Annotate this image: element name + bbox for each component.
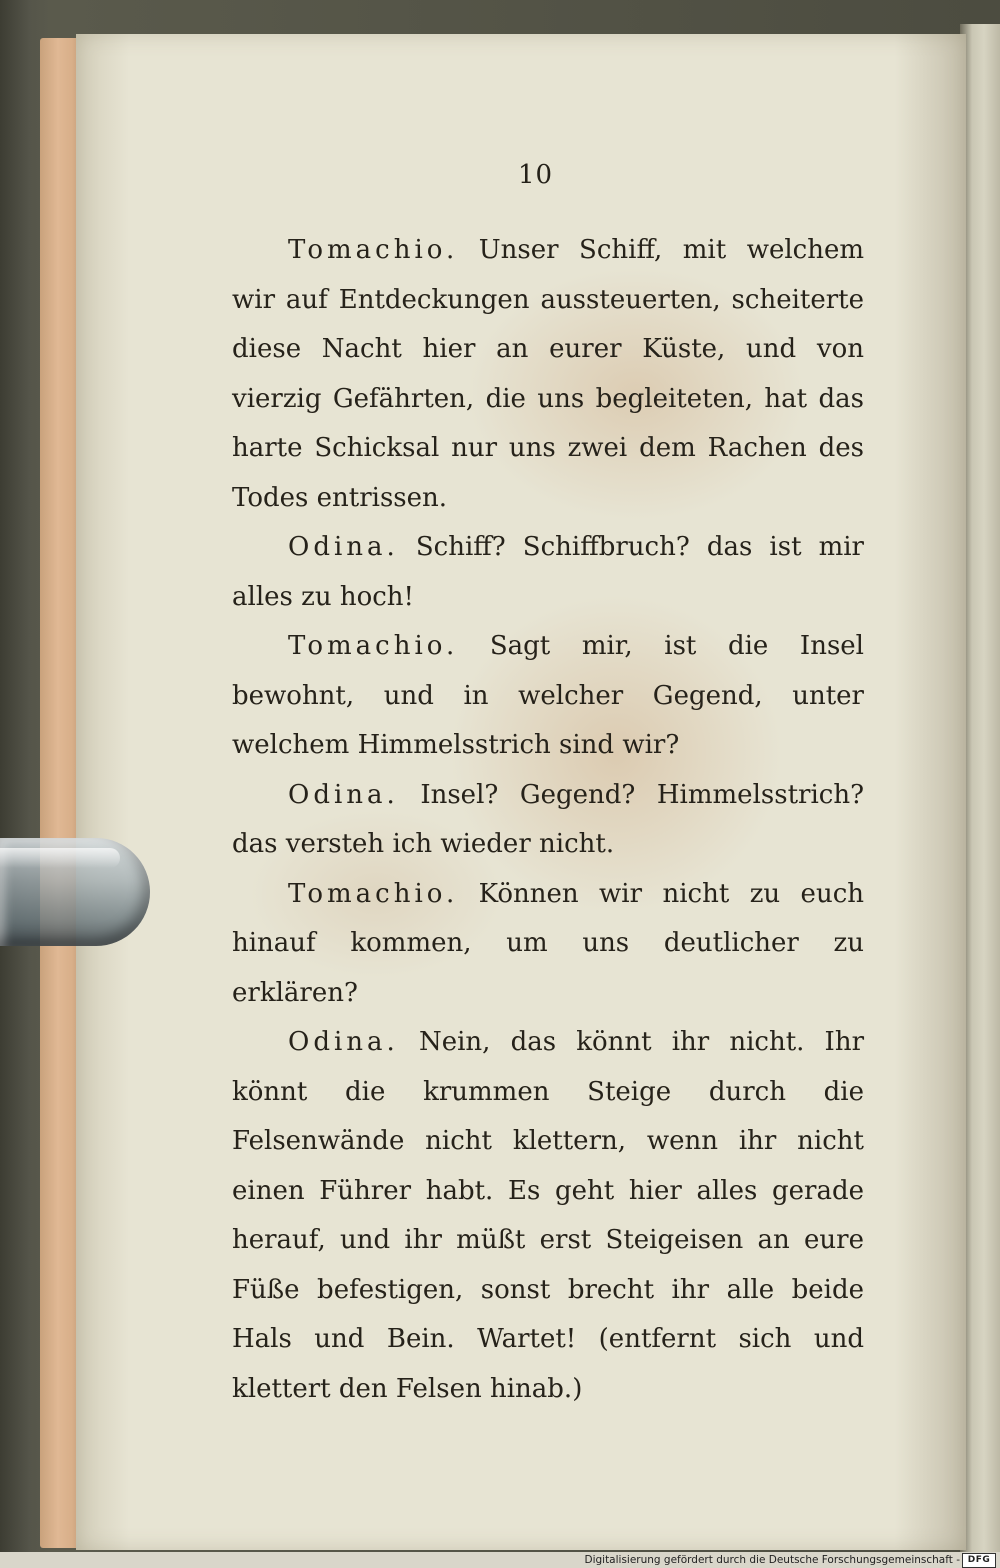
page-text <box>232 226 864 1414</box>
book-gutter <box>960 24 1000 1552</box>
speaker-name: Tomachio. <box>288 878 459 909</box>
dialogue-text: Sagt mir, ist die Insel bewohnt, und in welcher Gegend, unter welchem Himmelsstrich sind wir? <box>232 631 864 760</box>
paragraph-1 <box>232 226 864 523</box>
dialogue-text: Können wir nicht zu euch hinauf kommen, um uns deutlicher zu erklären? <box>232 878 864 1008</box>
speaker-name: Odina. <box>288 532 399 562</box>
dfg-logo: DFG <box>962 1553 996 1568</box>
dialogue-text: Schiff? Schiffbruch? das ist mir alles zu hoch! <box>232 532 864 612</box>
dialogue-text: Unser Schiff, mit welchem wir auf Entdeckungen aussteuerten, scheiterte diese Nacht hier an eurer Küste, und von vierzig Gefährten, die uns begleiteten, hat das harte Schicksal nur uns zwei dem Rachen des Todes entrissen. <box>232 235 864 513</box>
paragraph-3 <box>232 622 864 771</box>
paragraph-5 <box>232 870 864 1019</box>
speaker-name: Odina. <box>288 1027 399 1057</box>
speaker-name: Odina. <box>288 779 399 810</box>
speaker-name: Tomachio. <box>288 631 459 661</box>
dialogue-text: Insel? Gegend? Himmelsstrich? das versteh ich wieder nicht. <box>232 779 865 859</box>
paragraph-6 <box>232 1018 864 1414</box>
glass-page-weight-highlight <box>0 848 120 868</box>
digitization-credit: Digitalisierung gefördert durch die Deutsche Forschungsgemeinschaft - <box>584 1554 960 1566</box>
book-cover-edge <box>40 38 80 1548</box>
paragraph-2 <box>232 523 864 622</box>
speaker-name: Tomachio. <box>288 235 459 265</box>
paragraph-4 <box>232 771 864 870</box>
dialogue-text: Nein, das könnt ihr nicht. Ihr könnt die krummen Steige durch die Felsenwände nicht klettern, wenn ihr nicht einen Führer habt. Es geht hier alles gerade herauf, und ihr müßt erst Steigeisen an eure Füße befestigen, sonst brecht ihr alle beide Hals und Bein. Wartet! (entfernt sich und klettert den Felsen hinab.) <box>232 1027 864 1404</box>
page-number: 10 <box>518 160 554 190</box>
